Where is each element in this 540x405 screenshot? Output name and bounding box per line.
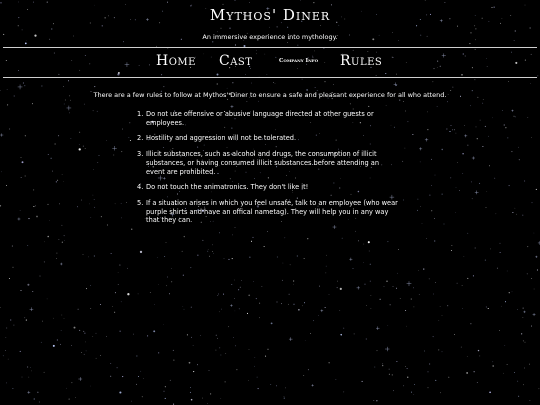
site-title: Mythos' Diner (209, 6, 331, 24)
rule-text: Hostility and aggression will not be tolerated. (146, 134, 297, 143)
rule-text: Do not touch the animatronics. They don't like it! (146, 183, 309, 192)
rule-item (137, 134, 399, 143)
rules-list (137, 110, 399, 232)
nav-link-cast[interactable]: Cast (219, 53, 253, 69)
nav-top-divider (3, 47, 537, 48)
rule-text: Illicit substances, such as alcohol and drugs, the consumption of illicit substances, or having consumed illicit substances before attending an event are prohibited. (146, 150, 379, 176)
rules-intro: There are a few rules to follow at Mythos' Diner to ensure a safe and pleasant experience for all who attend. (93, 90, 447, 99)
rule-item (137, 199, 399, 225)
rule-text: Do not use offensive or abusive language directed at other guests or employees. (146, 110, 374, 127)
rule-number: 3. (137, 150, 144, 159)
rule-number: 4. (137, 183, 144, 192)
site-tagline: An immersive experience into mythology. (202, 33, 338, 41)
nav-link-home[interactable]: Home (156, 53, 196, 69)
rule-item (137, 183, 399, 192)
rule-text: If a situation arises in which you feel unsafe, talk to an employee (who wear purple shirts and have an offical nametag). They will help you in any way that they can. (146, 198, 398, 225)
rule-number: 5. (137, 198, 144, 207)
rule-item (137, 110, 399, 127)
nav-link-rules[interactable]: Rules (340, 53, 383, 69)
nav-link-company-info[interactable]: Company Info (279, 58, 319, 64)
nav-bottom-divider (3, 77, 537, 78)
main-nav (0, 52, 540, 72)
rule-number: 1. (137, 110, 144, 118)
rule-number: 2. (137, 134, 144, 143)
rule-item (137, 150, 399, 176)
